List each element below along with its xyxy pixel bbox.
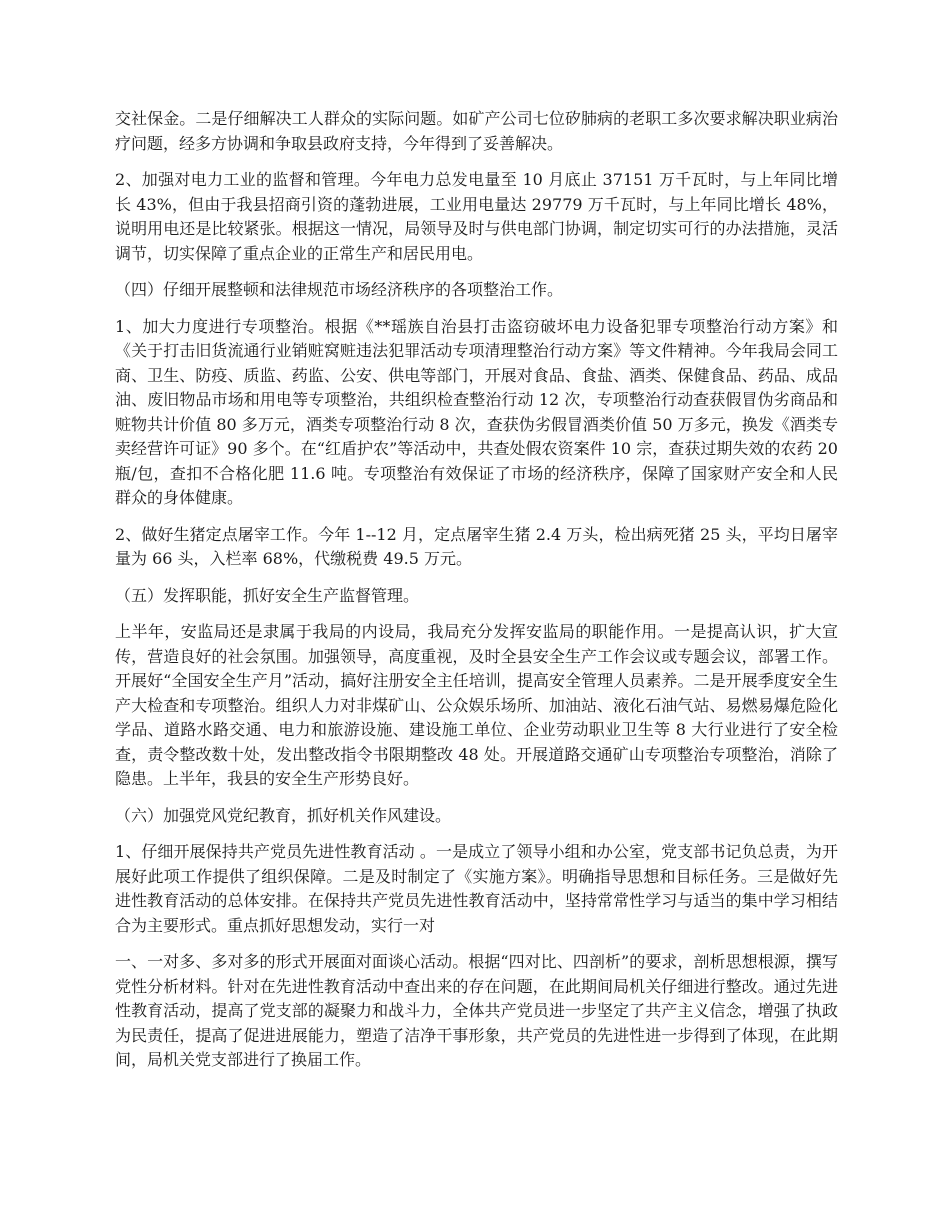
paragraph-party-education: 1、仔细开展保持共产党员先进性教育活动 。一是成立了领导小组和办公室，党支部书记负总责，为开展好此项工作提供了组织保障。二是及时制定了《实施方案》。明确指导思想和目标任务。三是做好先进性教育活动的总体安排。在保持共产党员先进性教育活动中，坚持常常性学习与适当的集中学习相结合为主要形式。重点抓好思想发动，实行一对 (115, 842, 838, 935)
section-heading-6: （六）加强党风党纪教育，抓好机关作风建设。 (115, 805, 452, 825)
paragraph-safety-supervision: 上半年，安监局还是隶属于我局的内设局，我局充分发挥安监局的职能作用。一是提高认识，扩大宣传，营造良好的社会氛围。加强领导，高度重视，及时全县安全生产工作会议或专题会议，部署工作。开展好“全国安全生产月”活动，搞好注册安全主任培训，提高安全管理人员素养。二是开展季度安全生产大检查和专项整治。组织人力对非煤矿山、公众娱乐场所、加油站、液化石油气站、易燃易爆危险化学品、道路水路交通、电力和旅游设施、建设施工单位、企业劳动职业卫生等 8 大行业进行了安全检查，责令整改数十处，发出整改指令书限期整改 48 处。开展道路交通矿山专项整治专项整治，消除了隐患。上半年，我县的安全生产形势良好。 (115, 622, 838, 788)
paragraph-special-rectification: 1、加大力度进行专项整治。根据《**瑶族自治县打击盗窃破坏电力设备犯罪专项整治行动方案》和《关于打击旧货流通行业销赃窝赃违法犯罪活动专项清理整治行动方案》等文件精神。今年我局会同工商、卫生、防疫、质监、药监、公安、供电等部门，开展对食品、食盐、酒类、保健食品、药品、成品油、废旧物品市场和用电等专项整治，共组织检查整治行动 12 次，专项整治行动查获假冒伪劣商品和赃物共计价值 80 多万元，酒类专项整治行动 8 次，查获伪劣假冒酒类价值 50 万多元，换发《酒类专卖经营许可证》90 多个。在“红盾护农”等活动中，共查处假农资案件 10 宗，查获过期失效的农药 20 瓶/包，查扣不合格化肥 11.6 吨。专项整治有效保证了市场的经济秩序，保障了国家财产安全和人民群众的身体健康。 (115, 316, 838, 507)
paragraph-pig-slaughter: 2、做好生猪定点屠宰工作。今年 1--12 月，定点屠宰生猪 2.4 万头，检出病死猪 25 头，平均日屠宰量为 66 头，入栏率 68%，代缴税费 49.5 万元。 (115, 524, 838, 568)
paragraph-heart-to-heart: 一、一对多、多对多的形式开展面对面谈心活动。根据“四对比、四剖析”的要求，剖析思想根源，撰写党性分析材料。针对在先进性教育活动中查出来的存在问题，在此期间局机关仔细进行整改。通过先进性教育活动，提高了党支部的凝聚力和战斗力，全体共产党员进一步坚定了共产主义信念，增强了执政为民责任，提高了促进进展能力，塑造了洁净干事形象，共产党员的先进性进一步得到了体现，在此期间，局机关党支部进行了换届工作。 (115, 952, 838, 1069)
section-heading-5: （五）发挥职能，抓好安全生产监督管理。 (115, 585, 420, 605)
paragraph-electric-power: 2、加强对电力工业的监督和管理。今年电力总发电量至 10 月底止 37151 万千瓦时，与上年同比增长 43%，但由于我县招商引资的蓬勃进展，工业用电量达 29779 万千瓦时，与上年同比增长 48%，说明用电还是比较紧张。根据这一情况，局领导及时与供电部门协调，制定切实可行的办法措施，灵活调节，切实保障了重点企业的正常生产和居民用电。 (115, 170, 838, 263)
document-page (115, 107, 838, 1085)
section-heading-4: （四）仔细开展整顿和法律规范市场经济秩序的各项整治工作。 (115, 280, 564, 299)
paragraph-social-insurance: 交社保金。二是仔细解决工人群众的实际问题。如矿产公司七位矽肺病的老职工多次要求解决职业病治疗问题，经多方协调和争取县政府支持，今年得到了妥善解决。 (115, 109, 838, 153)
